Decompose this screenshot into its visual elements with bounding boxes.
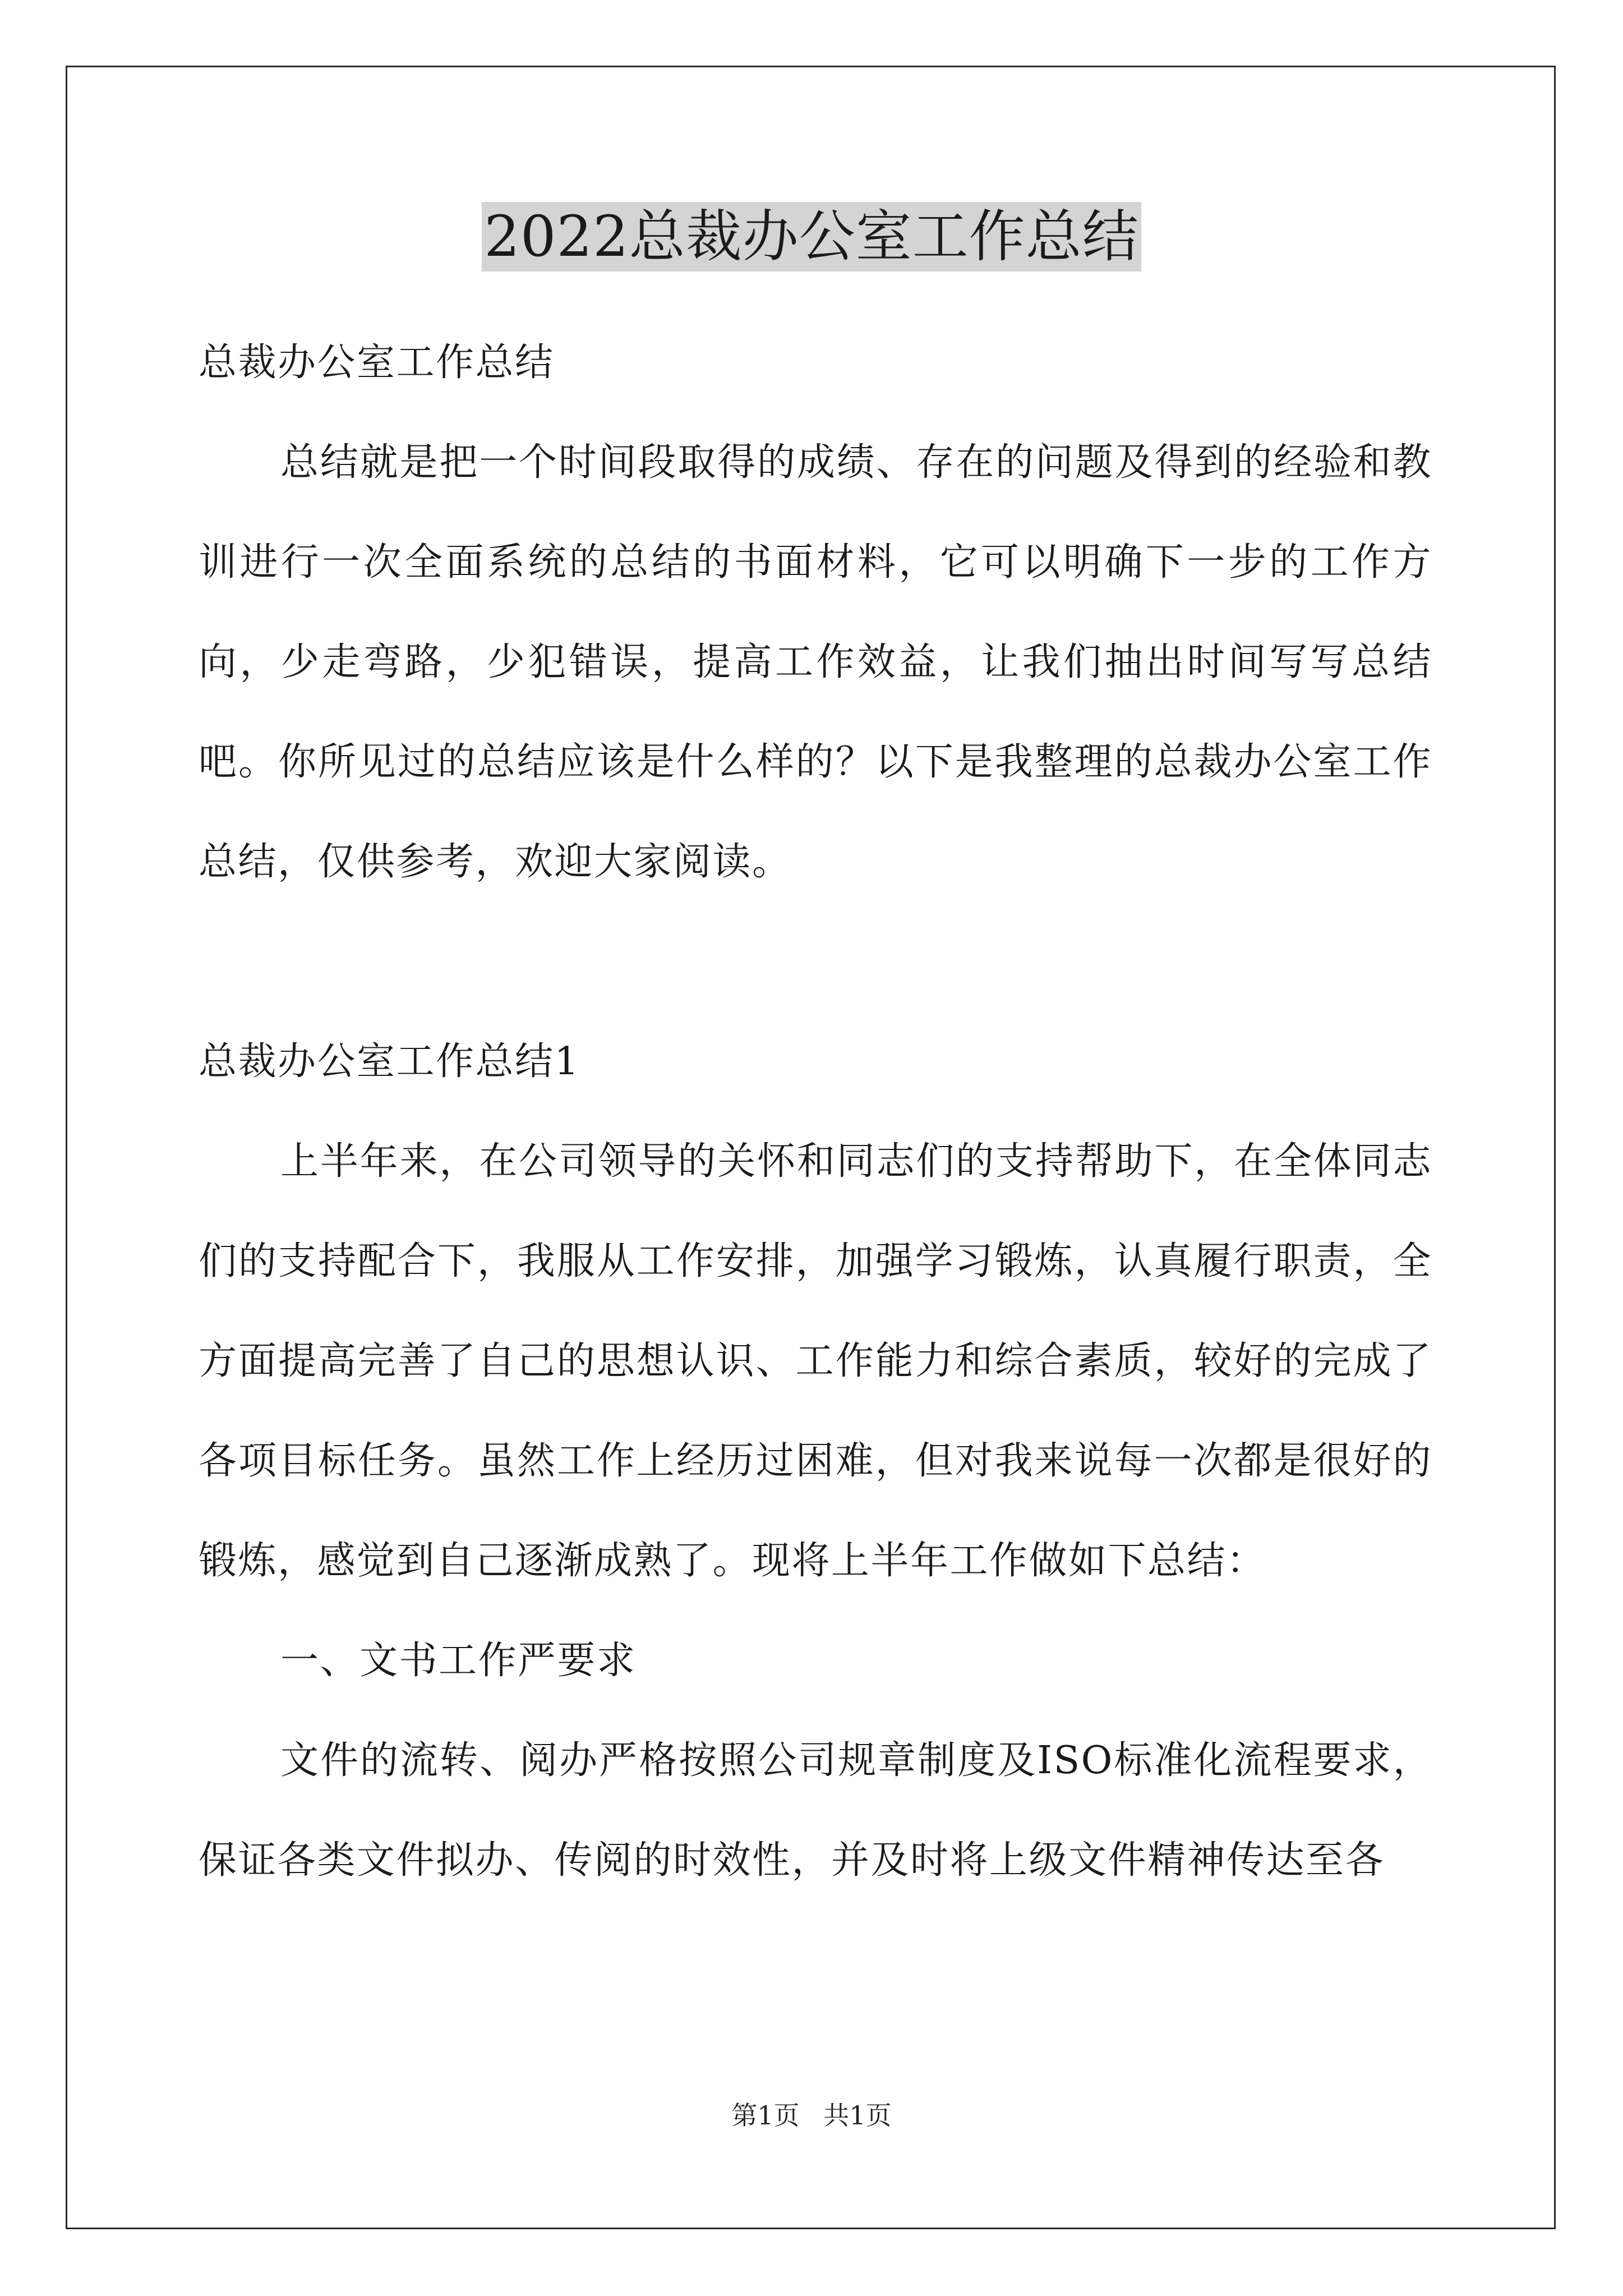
document-title [0,202,1623,272]
page-number: 第1页 [731,2100,800,2131]
spacer [199,912,1432,1012]
document-title-text: 2022总裁办公室工作总结 [482,202,1141,272]
page-total: 共1页 [823,2100,892,2131]
document-body [199,313,1432,1911]
body-paragraph-1: 上半年来，在公司领导的关怀和同志们的支持帮助下，在全体同志们的支持配合下，我服从工作安排，加强学习锻炼，认真履行职责，全方面提高完善了自己的思想认识、工作能力和综合素质，较好的完成了各项目标任务。虽然工作上经历过困难，但对我来说每一次都是很好的锻炼，感觉到自己逐渐成熟了。现将上半年工作做如下总结： [199,1139,1432,1583]
body-paragraph-2: 文件的流转、阅办严格按照公司规章制度及ISO标准化流程要求，保证各类文件拟办、传阅的时效性，并及时将上级文件精神传达至各 [199,1738,1432,1883]
page-footer [0,2095,1623,2132]
intro-paragraph: 总结就是把一个时间段取得的成绩、存在的问题及得到的经验和教训进行一次全面系统的总结的书面材料，它可以明确下一步的工作方向，少走弯路，少犯错误，提高工作效益，让我们抽出时间写写总结吧。你所见过的总结应该是什么样的？以下是我整理的总裁办公室工作总结，仅供参考，欢迎大家阅读。 [199,440,1432,884]
subheading-main: 总裁办公室工作总结 [199,341,555,385]
subheading-section-1: 总裁办公室工作总结1 [199,1039,580,1084]
section-heading-1: 一、文书工作严要求 [280,1639,637,1683]
